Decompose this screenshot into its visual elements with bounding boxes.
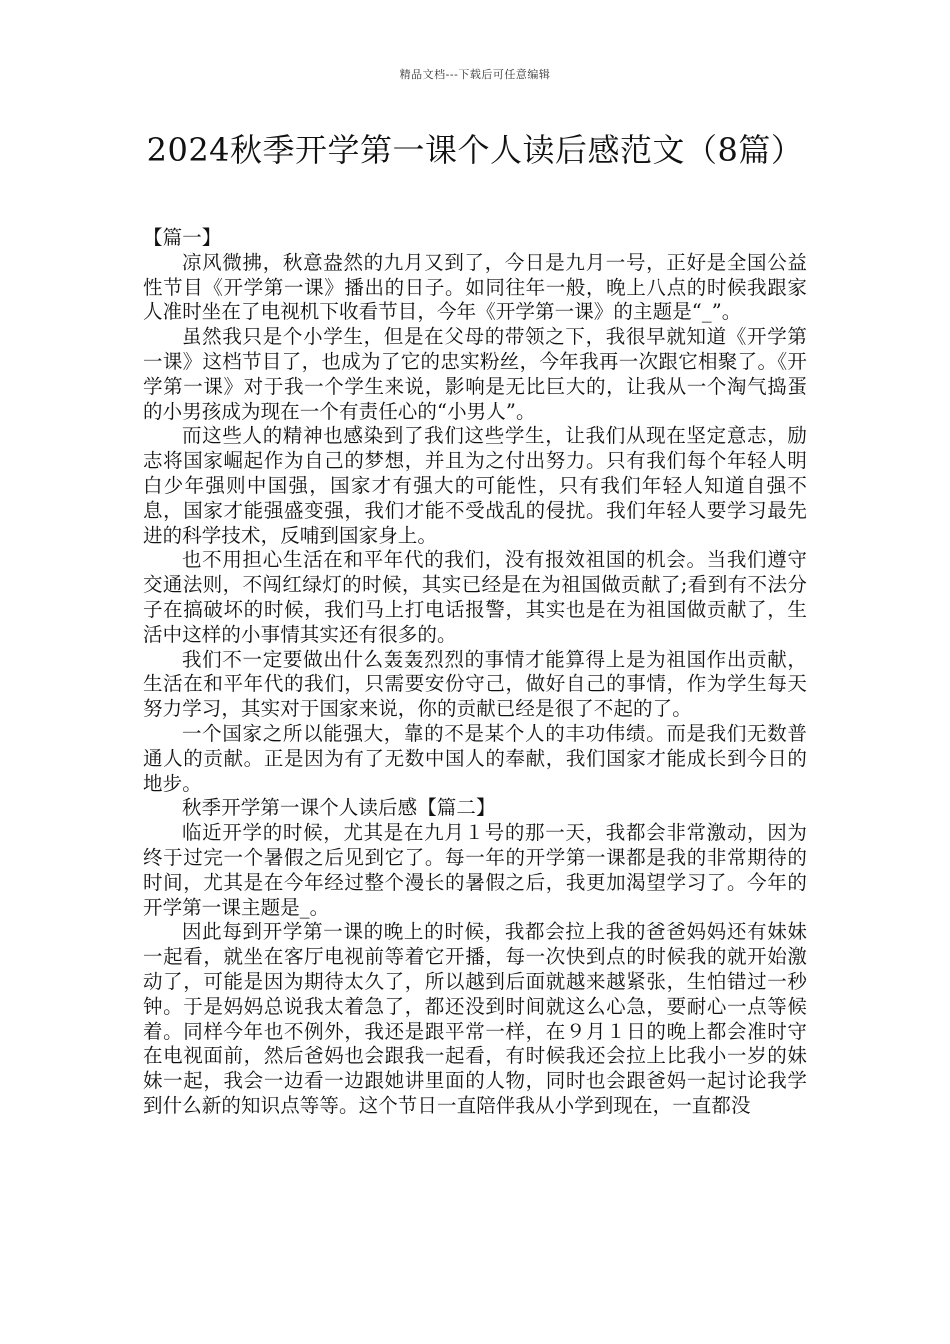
paragraph: 因此每到开学第一课的晚上的时候，我都会拉上我的爸爸妈妈还有妹妹一起看，就坐在客厅电视前等着它开播，每一次快到点的时候我的就开始激动了，可能是因为期待太久了，所以越到后面就越来越紧张，生怕错过一秒钟。于是妈妈总说我太着急了，都还没到时间就这么心急，要耐心一点等候着。同样今年也不例外，我还是跟平常一样，在９月１日的晚上都会准时守在电视面前，然后爸妈也会跟我一起看，有时候我还会拉上比我小一岁的妹妹一起，我会一边看一边跟她讲里面的人物，同时也会跟爸妈一起讨论我学到什么新的知识点等等。这个节日一直陪伴我从小学到现在，一直都没 xyxy=(143,920,807,1117)
paragraph: 凉风微拂，秋意盎然的九月又到了，今日是九月一号，正好是全国公益性节目《开学第一课》播出的日子。如同往年一般，晚上八点的时候我跟家人准时坐在了电视机下收看节目，今年《开学第一课》的主题是“_”。 xyxy=(143,250,807,324)
paragraph: 而这些人的精神也感染到了我们这些学生，让我们从现在坚定意志，励志将国家崛起作为自己的梦想，并且为之付出努力。只有我们每个年轻人明白少年强则中国强，国家才有强大的可能性，只有我们年轻人知道自强不息，国家才能强盛变强，我们才能不受战乱的侵扰。我们年轻人要学习最先进的科学技术，反哺到国家身上。 xyxy=(143,424,807,547)
section-heading-1: 【篇一】 xyxy=(143,226,222,249)
paragraph: 我们不一定要做出什么轰轰烈烈的事情才能算得上是为祖国作出贡献，生活在和平年代的我们，只需要安份守己，做好自己的事情，作为学生每天努力学习，其实对于国家来说，你的贡献已经是很了不起的了。 xyxy=(143,647,807,721)
paragraph: 一个国家之所以能强大，靠的不是某个人的丰功伟绩。而是我们无数普通人的贡献。正是因为有了无数中国人的奉献，我们国家才能成长到今日的地步。 xyxy=(143,721,807,795)
paragraph: 也不用担心生活在和平年代的我们，没有报效祖国的机会。当我们遵守交通法则，不闯红绿灯的时候，其实已经是在为祖国做贡献了;看到有不法分子在搞破坏的时候，我们马上打电话报警，其实也是在为祖国做贡献了，生活中这样的小事情其实还有很多的。 xyxy=(143,548,807,646)
section-heading-2: 秋季开学第一课个人读后感【篇二】 xyxy=(182,796,496,820)
document-title: 2024秋季开学第一课个人读后感范文（8篇） xyxy=(146,131,804,169)
header-note: 精品文档---下载后可任意编辑 xyxy=(399,68,551,81)
paragraph: 虽然我只是个小学生，但是在父母的带领之下，我很早就知道《开学第一课》这档节目了，也成为了它的忠实粉丝，今年我再一次跟它相聚了。《开学第一课》对于我一个学生来说，影响是无比巨大的，让我从一个淘气捣蛋的小男孩成为现在一个有责任心的“小男人”。 xyxy=(143,325,807,423)
paragraph: 临近开学的时候，尤其是在九月１号的那一天，我都会非常激动，因为终于过完一个暑假之后见到它了。每一年的开学第一课都是我的非常期待的时间，尤其是在今年经过整个漫长的暑假之后，我更加渴望学习了。今年的开学第一课主题是_。 xyxy=(143,821,807,919)
document-body xyxy=(143,226,807,1119)
